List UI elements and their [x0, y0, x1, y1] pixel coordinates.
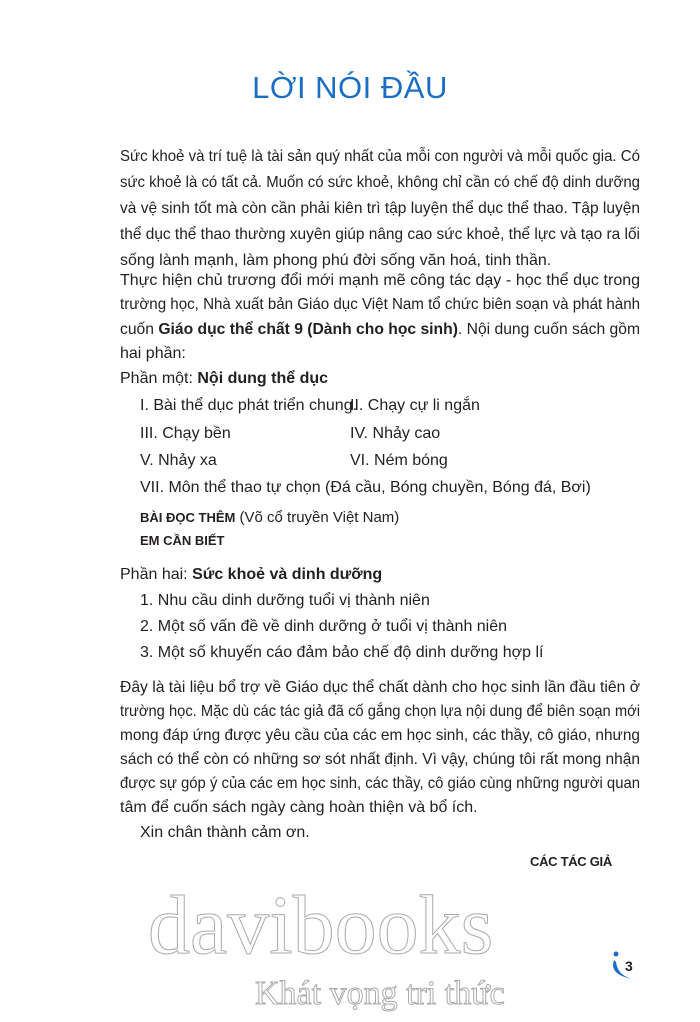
para3-line: Đây là tài liệu bổ trợ về Giáo dục thể chất dành cho học sinh lần đầu tiên ở	[120, 679, 640, 696]
para1-line: sống lành mạnh, làm phong phú đời sống văn hoá, tinh thần.	[120, 252, 552, 269]
page-number: 3	[625, 958, 633, 974]
list-item: II. Chạy cự li ngắn	[350, 397, 480, 414]
page-title: LỜI NÓI ĐẦU	[252, 70, 448, 105]
signature: CÁC TÁC GIẢ	[530, 854, 612, 869]
list-item: 3. Một số khuyến cáo đảm bảo chế độ dinh dưỡng hợp lí	[140, 644, 544, 661]
list-item: 2. Một số vấn đề về dinh dưỡng ở tuổi vị thành niên	[140, 618, 508, 635]
list-item: V. Nhảy xa	[140, 452, 217, 469]
para3-line: tâm để cuốn sách ngày càng hoàn thiện và bổ ích.	[120, 799, 478, 816]
thanks-text: Xin chân thành cảm ơn.	[140, 824, 310, 841]
extra-label: BÀI ĐỌC THÊM	[140, 510, 236, 525]
text: . Nội dung cuốn sách gồm	[457, 321, 641, 338]
para2-line: trường học, Nhà xuất bản Giáo dục Việt Nam tổ chức biên soạn và phát hành	[120, 296, 641, 313]
para3-line: mong đáp ứng được yêu cầu của các em học sinh, các thầy, cô giáo, nhưng	[120, 727, 640, 744]
para2-line	[120, 320, 640, 340]
para3-line: sách có thể còn có những sơ sót nhất định. Vì vậy, chúng tôi rất mong nhận	[120, 751, 640, 768]
list-item: I. Bài thể dục phát triển chung.	[140, 397, 358, 414]
list-item: III. Chạy bền	[140, 425, 231, 442]
list-item: IV. Nhảy cao	[350, 425, 441, 442]
para1-line: sức khoẻ là có tất cả. Muốn có sức khoẻ, không chỉ cần có chế độ dinh dưỡng	[120, 174, 640, 191]
part-label: Phần hai:	[120, 566, 193, 583]
list-item: 1. Nhu cầu dinh dưỡng tuổi vị thành niên	[140, 592, 430, 609]
part-label: Phần một:	[120, 370, 198, 387]
part1-heading	[120, 369, 328, 389]
extra-text: (Võ cổ truyền Việt Nam)	[235, 509, 400, 526]
para3-line: trường học. Mặc dù các tác giả đã cố gắng chọn lựa nội dung để biên soạn mới	[120, 703, 641, 720]
know-label: EM CẦN BIẾT	[140, 533, 225, 548]
text: cuốn	[120, 321, 159, 338]
watermark-brand: davibooks	[148, 879, 494, 972]
part2-heading	[120, 565, 382, 585]
para1-line: thể dục thể thao thường xuyên giúp nâng cao sức khoẻ, thể lực và tạo ra lối	[120, 226, 640, 243]
extra-reading	[140, 508, 399, 528]
para1-line: và vệ sinh tốt mà còn cần phải kiên trì tập luyện thể dục thể thao. Tập luyện	[120, 200, 641, 217]
para3-line: được sự góp ý của các em học sinh, các thầy, cô giáo cùng những người quan	[120, 775, 640, 792]
part-name: Nội dung thể dục	[197, 370, 329, 387]
book-title: Giáo dục thể chất 9 (Dành cho học sinh)	[158, 321, 458, 338]
part-name: Sức khoẻ và dinh dưỡng	[192, 566, 383, 583]
para1-line: Sức khoẻ và trí tuệ là tài sản quý nhất của mỗi con người và mỗi quốc gia. Có	[120, 148, 641, 165]
list-item: VI. Ném bóng	[350, 452, 448, 469]
para2-line: hai phần:	[120, 345, 186, 362]
watermark-slogan: Khát vọng tri thức	[255, 975, 505, 1012]
para2-line: Thực hiện chủ trương đổi mới mạnh mẽ công tác dạy - học thể dục trong	[120, 272, 641, 289]
list-item: VII. Môn thể thao tự chọn (Đá cầu, Bóng chuyền, Bóng đá, Bơi)	[140, 479, 591, 496]
